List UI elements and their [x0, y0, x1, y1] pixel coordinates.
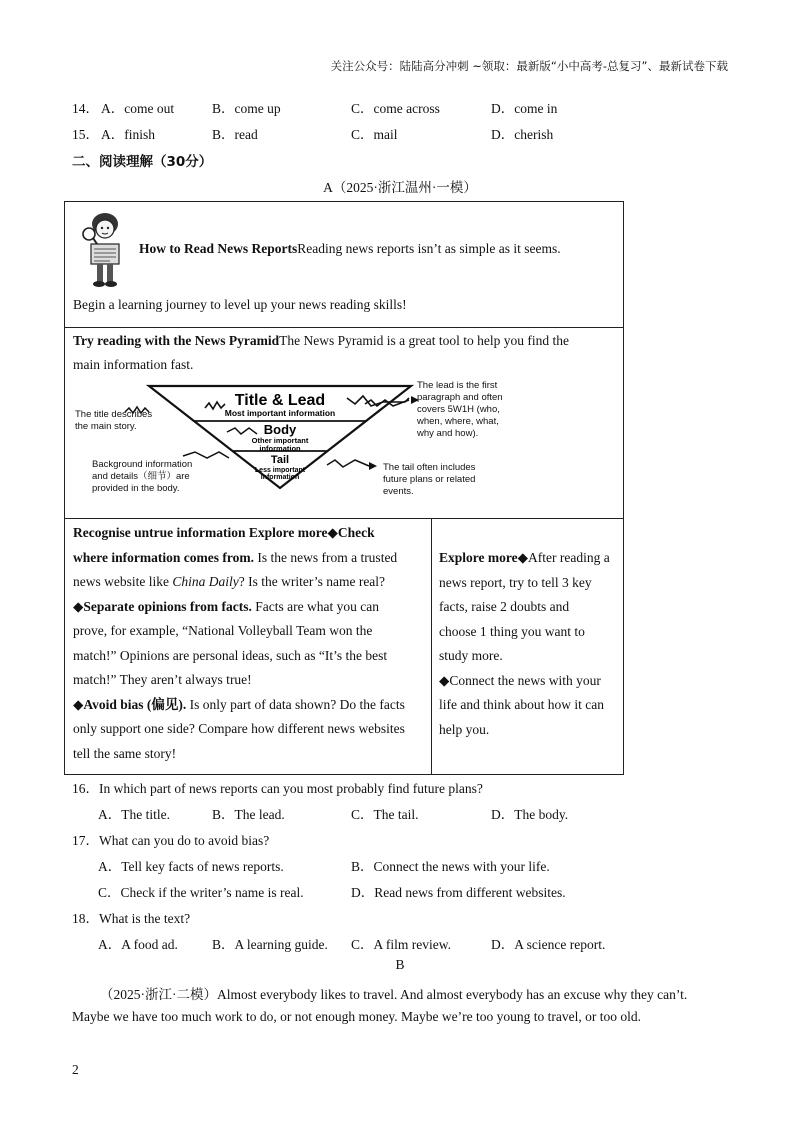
q18-option-d[interactable]: D．A science report. — [491, 937, 606, 952]
note-title: The title describes the main story. — [75, 409, 153, 432]
q18-stem: 18．What is the text? — [72, 911, 191, 926]
right-cell: Explore more◆After reading a news report, try to tell 3 key facts, raise 2 doubts and choose 1 thing you want to study more. ◆Connect the news with your life and think about how it can help you. — [439, 550, 610, 737]
q14-option-c[interactable]: C．come across — [351, 101, 440, 116]
q15-option-c[interactable]: C．mail — [351, 127, 398, 142]
intro-line — [139, 237, 561, 262]
page-number: 2 — [72, 1062, 79, 1077]
pyramid-heading: Try reading with the News Pyramid — [73, 333, 280, 348]
q17-option-b[interactable]: B．Connect the news with your life. — [351, 859, 550, 874]
intro-title: How to Read News Reports — [139, 241, 298, 256]
q17-stem: 17．What can you do to avoid bias? — [72, 833, 270, 848]
kid-reading-newspaper-icon — [77, 210, 129, 288]
q17-option-c[interactable]: C．Check if the writer’s name is real. — [98, 885, 304, 900]
divider — [65, 327, 623, 328]
q17-option-a[interactable]: A．Tell key facts of news reports. — [98, 859, 284, 874]
pyramid-line-2: main information fast. — [73, 357, 194, 372]
q15-number: 15． — [72, 127, 99, 142]
pointer-squiggle — [183, 452, 229, 458]
pyramid-body: Body — [263, 422, 297, 437]
left-cell: Recognise untrue information Explore more◆Check where information comes from. Is the news from a trusted news website like China Daily? Is the writer’s name real? ◆Separate opinions from facts. Facts are what you can prove, for example, “National Volleyball Team won the match!” Opinions are personal ideas, such as “It’s the best match!” They aren’t always true! ◆Avoid bias (偏见). Is only part of data shown? Do the facts only support one side? Compare how different news websites tell the same story! — [73, 525, 405, 761]
pyramid-title-lead: Title & Lead — [234, 392, 326, 409]
divider — [431, 518, 432, 774]
q18-option-c[interactable]: C．A film review. — [351, 937, 451, 952]
passage-a-title: A（2025·浙江温州·一模） — [323, 180, 477, 195]
q18-option-b[interactable]: B．A learning guide. — [212, 937, 328, 952]
news-pyramid-diagram — [65, 378, 623, 516]
pyramid-body-sub-2: information — [259, 444, 301, 453]
q14-number: 14． — [72, 101, 99, 116]
pyramid-text: The News Pyramid is a great tool to help you find the — [279, 333, 569, 348]
passage-b-line-1: （2025·浙江·二模）Almost everybody likes to travel. And almost everybody has an excuse why they can’t. — [100, 987, 688, 1002]
q16-option-c[interactable]: C．The tail. — [351, 807, 419, 822]
pyramid-body-sub-1: Other important — [251, 436, 309, 445]
q18-option-a[interactable]: A．A food ad. — [98, 937, 178, 952]
q16-stem: 16．In which part of news reports can you most probably find future plans? — [72, 781, 483, 796]
intro-text: Reading news reports isn’t as simple as it seems. — [297, 241, 561, 256]
pyramid-tail: Tail — [270, 454, 290, 466]
arrow-head — [369, 462, 377, 470]
q16-option-b[interactable]: B．The lead. — [212, 807, 285, 822]
passage-b-line-2: Maybe we have too much work to do, or not enough money. Maybe we’re too young to travel, or too old. — [72, 1009, 641, 1024]
section-title: 二、阅读理解（30分） — [72, 154, 213, 170]
pyramid-line-1 — [73, 329, 569, 354]
q16-option-d[interactable]: D．The body. — [491, 807, 569, 822]
q14-option-b[interactable]: B．come up — [212, 101, 281, 116]
q16-option-a[interactable]: A．The title. — [98, 807, 170, 822]
pyramid-tail-sub-1: Less important — [254, 467, 306, 474]
passage-b-title: B — [395, 957, 405, 972]
pyramid-title-lead-sub: Most important information — [224, 408, 336, 418]
q14-option-a[interactable]: A．come out — [101, 101, 175, 116]
divider — [65, 518, 623, 519]
reading-box — [64, 201, 624, 775]
q15-option-d[interactable]: D．cherish — [491, 127, 554, 142]
note-tail: The tail often includes future plans or related events. — [383, 462, 476, 497]
q15-option-b[interactable]: B．read — [212, 127, 258, 142]
intro-subtitle: Begin a learning journey to level up your news reading skills! — [73, 297, 407, 312]
note-lead: The lead is the first paragraph and often covers 5W1H (who, when, where, what, why and how). — [417, 380, 503, 439]
note-background: Background information and details（细节）are provided in the body. — [92, 459, 193, 494]
q17-option-d[interactable]: D．Read news from different websites. — [351, 885, 566, 900]
pointer-squiggle — [327, 460, 369, 467]
header-note: 关注公众号：陆陆高分冲刺 ~领取：最新版“小中高考-总复习”、最新试卷下载 — [330, 59, 728, 73]
q14-option-d[interactable]: D．come in — [491, 101, 558, 116]
pyramid-tail-sub-2: information — [260, 474, 300, 481]
q15-option-a[interactable]: A．finish — [101, 127, 155, 142]
